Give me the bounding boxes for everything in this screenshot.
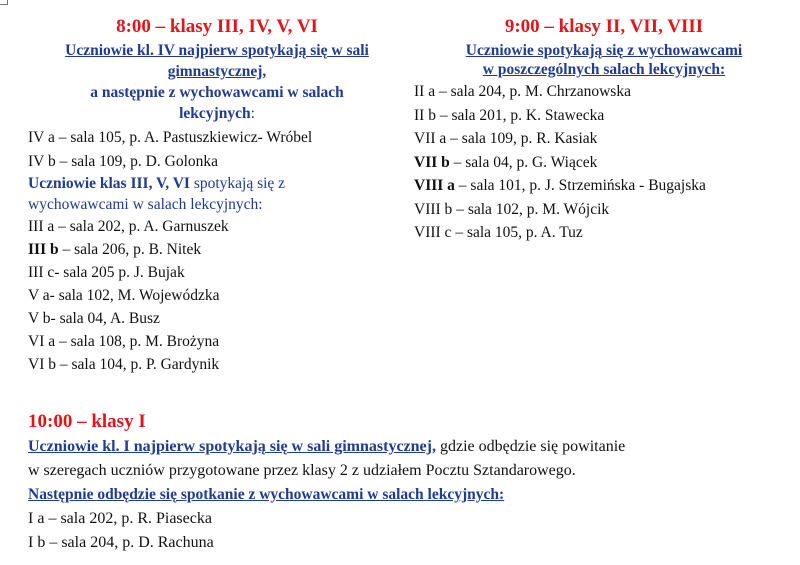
class-row bbox=[28, 531, 788, 555]
section-8-00 bbox=[28, 14, 406, 376]
class-row bbox=[28, 330, 406, 353]
intro-line bbox=[28, 103, 406, 124]
class-details: – sala 105, p. A. Tuz bbox=[451, 224, 583, 241]
second-intro-rest: spotykają się z bbox=[189, 175, 286, 192]
class-row bbox=[28, 150, 406, 174]
right-class-list bbox=[414, 80, 794, 245]
page-corner-marker bbox=[0, 0, 8, 5]
class-row bbox=[414, 127, 794, 151]
group-iv-list bbox=[28, 126, 406, 173]
class-details: – sala 204, p. D. Rachuna bbox=[45, 534, 214, 551]
class-name: I a bbox=[28, 510, 45, 527]
welcome-rest: gdzie odbędzie się powitanie bbox=[435, 438, 626, 455]
class-name: III c bbox=[28, 264, 55, 281]
class-row bbox=[28, 307, 406, 330]
class-details: - sala 04, A. Busz bbox=[50, 310, 160, 327]
class-details: – sala 201, p. K. Stawecka bbox=[435, 106, 605, 124]
intro-line: gimnastycznej, bbox=[167, 63, 267, 80]
class-name: III b bbox=[28, 241, 59, 258]
class-name: III a bbox=[28, 218, 55, 235]
class-name: II b bbox=[414, 106, 436, 124]
first-class-list bbox=[28, 507, 788, 555]
intro-line: a następnie z wychowawcami w salach bbox=[90, 84, 344, 101]
heading-10-00: 10:00 – klasy I bbox=[28, 411, 146, 432]
class-details: – sala 202, p. A. Garnuszek bbox=[54, 218, 229, 235]
class-name: VIII b bbox=[414, 200, 453, 218]
class-name: V a bbox=[28, 287, 50, 304]
next-meeting-line: Następnie odbędzie się spotkanie z wychowawcami w salach lekcyjnych: bbox=[28, 486, 505, 503]
section-10-00 bbox=[28, 409, 788, 555]
class-name: VI a bbox=[28, 333, 56, 350]
class-row bbox=[28, 507, 788, 531]
class-row bbox=[28, 353, 406, 376]
class-name: I b bbox=[28, 534, 46, 551]
class-row bbox=[28, 238, 406, 261]
class-details: – sala 101, p. J. Strzemińska - Bugajska bbox=[454, 177, 706, 194]
group-iii-v-vi-list bbox=[28, 215, 406, 376]
class-details: - sala 205 p. J. Bujak bbox=[54, 264, 185, 281]
class-row bbox=[414, 221, 794, 245]
welcome-paragraph bbox=[28, 435, 788, 459]
intro-line: w poszczególnych salach lekcyjnych: bbox=[482, 61, 726, 78]
second-intro-line2: wychowawcami w salach lekcyjnych: bbox=[28, 196, 263, 213]
class-details: – sala 109, p. R. Kasiak bbox=[446, 130, 598, 147]
second-intro-bold: Uczniowie klas III, V, VI bbox=[28, 175, 190, 192]
class-details: – sala 105, p. A. Pastuszkiewicz- Wróbel bbox=[54, 129, 313, 146]
class-details: – sala 102, p. M. Wójcik bbox=[452, 200, 610, 218]
class-name: II a bbox=[414, 83, 436, 100]
class-details: – sala 108, p. M. Brożyna bbox=[55, 333, 220, 350]
class-name: V b bbox=[28, 310, 51, 327]
section-9-00 bbox=[414, 14, 794, 245]
second-intro bbox=[28, 173, 406, 194]
class-row bbox=[414, 174, 794, 198]
class-row bbox=[28, 261, 406, 284]
intro-line: Uczniowie spotykają się z wychowawcami bbox=[465, 42, 743, 59]
class-details: – sala 204, p. M. Chrzanowska bbox=[435, 83, 631, 100]
welcome-blue-text: Uczniowie kl. I najpierw spotykają się w sali gimnastycznej, bbox=[28, 438, 436, 455]
class-details: – sala 04, p. G. Wiącek bbox=[449, 153, 598, 171]
intro-colon: : bbox=[250, 105, 255, 122]
class-name: VII a bbox=[414, 130, 447, 147]
class-name: VII b bbox=[414, 153, 450, 171]
welcome-paragraph-line2: w szeregach uczniów przygotowane przez klasy 2 z udziałem Pocztu Sztandarowego. bbox=[28, 462, 576, 479]
class-row bbox=[28, 284, 406, 307]
class-details: – sala 206, p. B. Nitek bbox=[58, 241, 202, 258]
class-details: - sala 102, M. Wojewódzka bbox=[49, 287, 220, 304]
class-row bbox=[414, 80, 794, 104]
class-details: – sala 202, p. R. Piasecka bbox=[44, 510, 212, 527]
class-name: VIII a bbox=[414, 177, 455, 194]
class-name: IV b bbox=[28, 152, 56, 170]
intro-line-text: lekcyjnych bbox=[179, 105, 251, 122]
class-name: VIII c bbox=[414, 224, 452, 241]
class-row bbox=[414, 198, 794, 222]
class-row bbox=[28, 215, 406, 238]
class-row bbox=[28, 126, 406, 150]
intro-line: Uczniowie kl. IV najpierw spotykają się w sali bbox=[65, 42, 369, 59]
class-row bbox=[414, 151, 794, 175]
class-name: IV a bbox=[28, 129, 55, 146]
class-details: – sala 104, p. P. Gardynik bbox=[55, 356, 220, 373]
class-name: VI b bbox=[28, 356, 56, 373]
class-details: – sala 109, p. D. Golonka bbox=[55, 152, 218, 170]
heading-8-00: 8:00 – klasy III, IV, V, VI bbox=[116, 16, 318, 37]
heading-9-00: 9:00 – klasy II, VII, VIII bbox=[504, 16, 704, 37]
class-row bbox=[414, 104, 794, 128]
